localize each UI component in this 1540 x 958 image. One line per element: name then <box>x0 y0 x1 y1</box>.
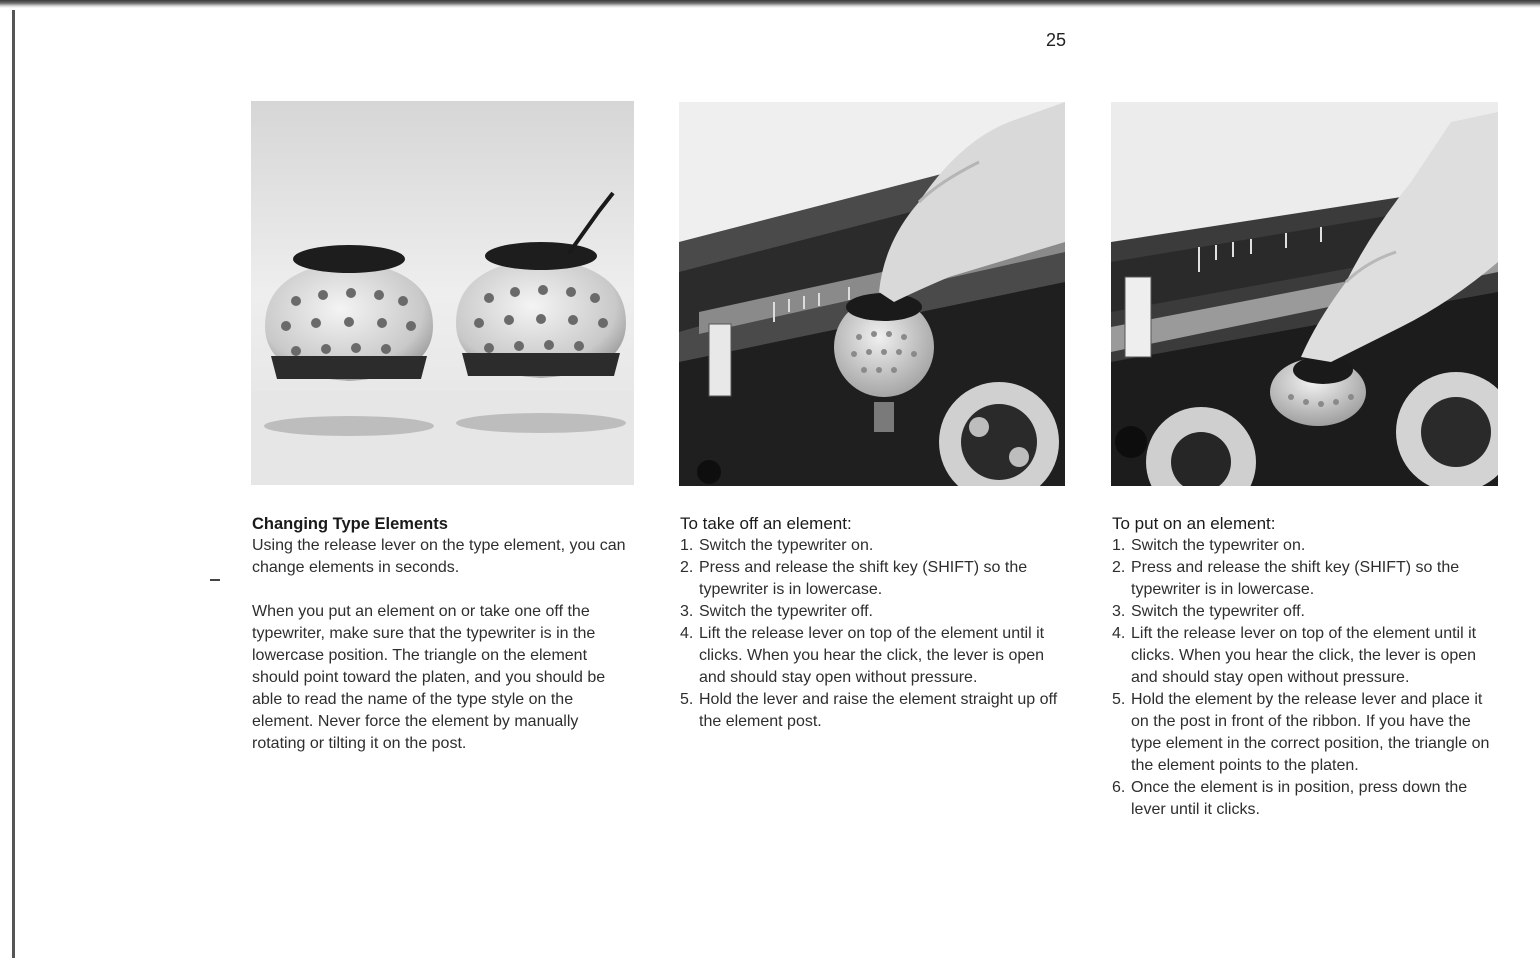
step-text: Switch the typewriter off. <box>699 603 873 620</box>
take-off-element-section <box>680 513 1065 733</box>
changing-type-elements-section <box>252 513 632 777</box>
section-heading: Changing Type Elements <box>252 515 448 533</box>
page-number: 25 <box>1046 30 1067 50</box>
page-fold-edge <box>12 10 15 958</box>
list-item <box>1112 601 1502 623</box>
list-item <box>1112 535 1502 557</box>
step-text: Switch the typewriter on. <box>1131 537 1306 554</box>
list-item <box>680 557 1065 601</box>
step-text: Lift the release lever on top of the element until it clicks. When you hear the click, the lever is open and should stay open without pressure. <box>699 625 1045 686</box>
step-text: Press and release the shift key (SHIFT) so the typewriter is in lowercase. <box>699 559 1028 598</box>
remove-element-photo <box>679 102 1065 486</box>
step-number: 3. <box>1112 603 1126 620</box>
list-item <box>1112 623 1502 689</box>
step-text: Once the element is in position, press down the lever until it clicks. <box>1131 779 1468 818</box>
list-item <box>680 535 1065 557</box>
section-heading: To put on an element: <box>1112 514 1276 533</box>
step-text: Hold the element by the release lever and place it on the post in front of the ribbon. If you have the type element in the correct position, the triangle on the element points to the platen. <box>1131 691 1490 774</box>
step-number: 1. <box>680 537 694 554</box>
put-on-element-section <box>1112 513 1502 821</box>
list-item <box>680 623 1065 689</box>
body-paragraph: When you put an element on or take one off the typewriter, make sure that the typewriter is in the lowercase position. The triangle on the element should point toward the platen, and you should be able to read the name of the type style on the element. Never force the element by manually rotating or tilting it on the post. <box>252 603 606 752</box>
steps-list <box>1112 535 1502 821</box>
step-number: 5. <box>680 691 694 708</box>
top-edge-rule <box>0 0 1540 8</box>
insert-element-photo <box>1111 102 1498 486</box>
margin-mark <box>210 579 220 581</box>
list-item <box>680 689 1065 733</box>
step-number: 1. <box>1112 537 1126 554</box>
list-item <box>1112 689 1502 777</box>
step-text: Switch the typewriter off. <box>1131 603 1305 620</box>
list-item <box>1112 777 1502 821</box>
step-number: 4. <box>1112 625 1126 642</box>
type-elements-photo <box>251 101 634 485</box>
list-item <box>1112 557 1502 601</box>
step-number: 6. <box>1112 779 1126 796</box>
intro-paragraph: Using the release lever on the type element, you can change elements in seconds. <box>252 537 626 576</box>
step-text: Switch the typewriter on. <box>699 537 874 554</box>
section-heading: To take off an element: <box>680 514 852 533</box>
step-text: Press and release the shift key (SHIFT) so the typewriter is in lowercase. <box>1131 559 1460 598</box>
step-number: 2. <box>1112 559 1126 576</box>
list-item <box>680 601 1065 623</box>
step-number: 4. <box>680 625 694 642</box>
step-number: 3. <box>680 603 694 620</box>
step-text: Lift the release lever on top of the element until it clicks. When you hear the click, the lever is open and should stay open without pressure. <box>1131 625 1477 686</box>
steps-list <box>680 535 1065 733</box>
step-text: Hold the lever and raise the element straight up off the element post. <box>699 691 1058 730</box>
step-number: 2. <box>680 559 694 576</box>
step-number: 5. <box>1112 691 1126 708</box>
